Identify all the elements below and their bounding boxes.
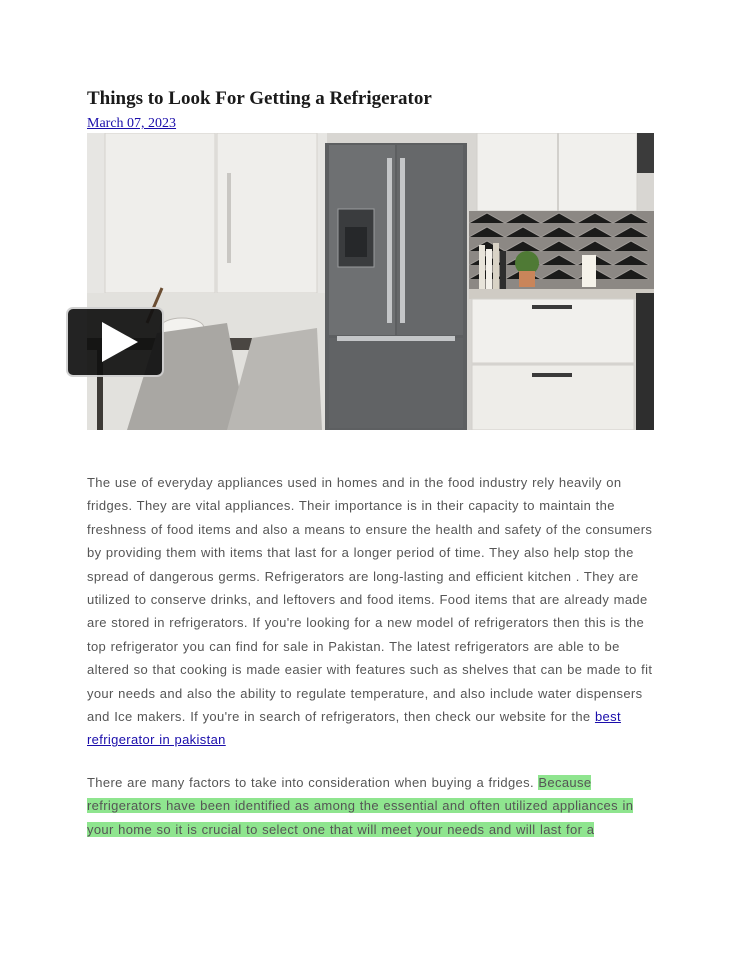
- play-icon: [66, 307, 164, 377]
- paragraph-1-text: The use of everyday appliances used in homes and in the food industry rely heavily on fridges. They are vital appliances. Their importance is in their capacity to maintain the freshness of food items and also a means to ensure the health and safety of the consumers by providing them with items that last for a longer period of time. They also help stop the spread of dangerous germs. Refrigerators are long-lasting and efficient kitchen . They are utilized to conserve drinks, and leftovers and food items. Food items that are already made are stored in refrigerators. If you're looking for a new model of refrigerators then this is the top refrigerator you can find for sale in Pakistan. The latest refrigerators are able to be altered so that cooking is made easier with features such as shelves that can be made to fit your needs and also the ability to regulate temperature, and also include water dispensers and Ice makers. If you're in search of refrigerators, then check our website for the: [87, 475, 653, 725]
- article-title: Things to Look For Getting a Refrigerator: [87, 88, 432, 109]
- best-refrigerator-link[interactable]: best refrigerator in pakistan: [87, 709, 621, 748]
- hero-image: [87, 133, 654, 430]
- paragraph-2-text: There are many factors to take into consideration when buying a fridges.: [87, 775, 534, 790]
- article-paragraph-2: [87, 771, 657, 841]
- play-button[interactable]: [66, 307, 164, 377]
- highlighted-text: Because refrigerators have been identified as among the essential and often utilized appliances in your home so it is crucial to select one that will meet your needs and will last for a: [87, 775, 634, 837]
- article-paragraph-1: [87, 471, 657, 752]
- article-date-link[interactable]: March 07, 2023: [87, 116, 177, 131]
